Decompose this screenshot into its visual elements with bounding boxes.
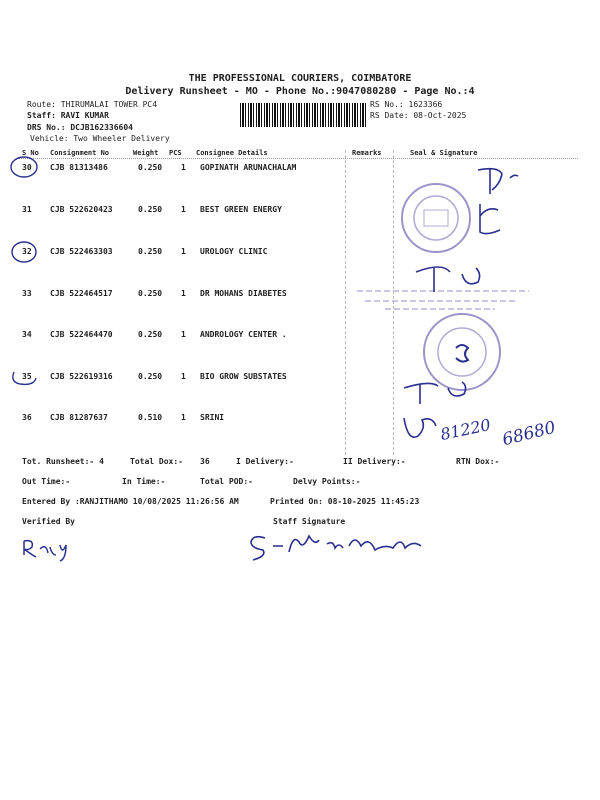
staff-signature xyxy=(245,530,445,560)
col-header-remarks: Remarks xyxy=(352,149,382,157)
row-sno: 30 xyxy=(22,163,32,172)
i-delivery: I Delivery:- xyxy=(236,457,294,466)
row-weight: 0.250 xyxy=(138,247,163,256)
runsheet-title: Delivery Runsheet - MO - Phone No.:9047080280 - Page No.:4 xyxy=(125,86,475,97)
route-label: Route: THIRUMALAI TOWER PC4 xyxy=(27,100,158,109)
signature-mark xyxy=(400,408,440,448)
delvy-points: Delvy Points:- xyxy=(293,477,361,486)
row-sno: 31 xyxy=(22,205,32,214)
row-consignment: CJB 81287637 xyxy=(50,413,108,422)
in-time: In Time:- xyxy=(122,477,166,486)
row-weight: 0.250 xyxy=(138,330,163,339)
rs-number: RS No.: 1623366 xyxy=(370,100,443,109)
row-consignment: CJB 522463303 xyxy=(50,247,113,256)
signature-mark xyxy=(410,262,490,302)
row-pcs: 1 xyxy=(181,205,186,214)
col-header-seal: Seal & Signature xyxy=(410,149,478,157)
row-consignee: GOPINATH ARUNACHALAM xyxy=(200,163,297,172)
row-pcs: 1 xyxy=(181,413,186,422)
staff-signature-label: Staff Signature xyxy=(273,517,346,526)
row-consignment: CJB 81313486 xyxy=(50,163,108,172)
signature-mark xyxy=(470,160,530,240)
tot-runsheet: Tot. Runsheet:- 4 xyxy=(22,457,104,466)
row-consignee: UROLOGY CLINIC xyxy=(200,247,268,256)
row-pcs: 1 xyxy=(181,163,186,172)
handwritten-number: 68680 xyxy=(500,417,558,451)
row-pcs: 1 xyxy=(181,372,186,381)
row-weight: 0.250 xyxy=(138,289,163,298)
received-stamp xyxy=(398,180,478,260)
total-pod: Total POD:- xyxy=(200,477,253,486)
col-header-consignee: Consignee Details xyxy=(196,149,268,157)
row-weight: 0.250 xyxy=(138,163,163,172)
row-consignee: ANDROLOGY CENTER . xyxy=(200,330,287,339)
row-consignee: SRINI xyxy=(200,413,225,422)
row-weight: 0.250 xyxy=(138,372,163,381)
row-sno: 35 xyxy=(22,372,32,381)
handwritten-number: 81220 xyxy=(438,414,493,445)
out-time: Out Time:- xyxy=(22,477,71,486)
row-pcs: 1 xyxy=(181,330,186,339)
total-dox-value: 36 xyxy=(200,457,210,466)
rs-date: RS Date: 08-Oct-2025 xyxy=(370,111,467,120)
table-row xyxy=(18,247,593,267)
row-sno: 32 xyxy=(22,247,32,256)
ii-delivery: II Delivery:- xyxy=(343,457,406,466)
row-consignment: CJB 522464517 xyxy=(50,289,113,298)
company-title: THE PROFESSIONAL COURIERS, COIMBATORE xyxy=(188,73,412,84)
row-sno: 34 xyxy=(22,330,32,339)
staff-label: Staff: RAVI KUMAR xyxy=(27,111,109,120)
row-consignee: DR MOHANS DIABETES xyxy=(200,289,287,298)
col-header-weight: Weight xyxy=(133,149,159,157)
vehicle-label: Vehicle: Two Wheeler Delivery xyxy=(30,134,170,143)
barcode xyxy=(240,103,366,127)
verifier-signature xyxy=(20,535,80,565)
col-header-sno: S No xyxy=(22,149,39,157)
row-pcs: 1 xyxy=(181,247,186,256)
rtn-dox: RTN Dox:- xyxy=(456,457,500,466)
row-weight: 0.510 xyxy=(138,413,163,422)
verified-by: Verified By xyxy=(22,517,75,526)
header-divider xyxy=(18,158,578,159)
row-pcs: 1 xyxy=(181,289,186,298)
row-sno: 33 xyxy=(22,289,32,298)
handwritten-circles xyxy=(8,152,48,392)
col-header-pcs: PCS xyxy=(169,149,182,157)
row-consignment: CJB 522620423 xyxy=(50,205,113,214)
row-consignee: BEST GREEN ENERGY xyxy=(200,205,282,214)
drs-number: DRS No.: DCJB162336604 xyxy=(27,123,133,132)
row-sno: 36 xyxy=(22,413,32,422)
col-header-consignment: Consignment No xyxy=(50,149,110,157)
printed-on: Printed On: 08-10-2025 11:45:23 xyxy=(270,497,420,506)
row-consignee: BIO GROW SUBSTATES xyxy=(200,372,287,381)
entered-by: Entered By :RANJITHAMO 10/08/2025 11:26:56 AM xyxy=(22,497,239,506)
row-consignment: CJB 522619316 xyxy=(50,372,113,381)
row-weight: 0.250 xyxy=(138,205,163,214)
total-dox-label: Total Dox:- xyxy=(130,457,183,466)
row-consignment: CJB 522464470 xyxy=(50,330,113,339)
